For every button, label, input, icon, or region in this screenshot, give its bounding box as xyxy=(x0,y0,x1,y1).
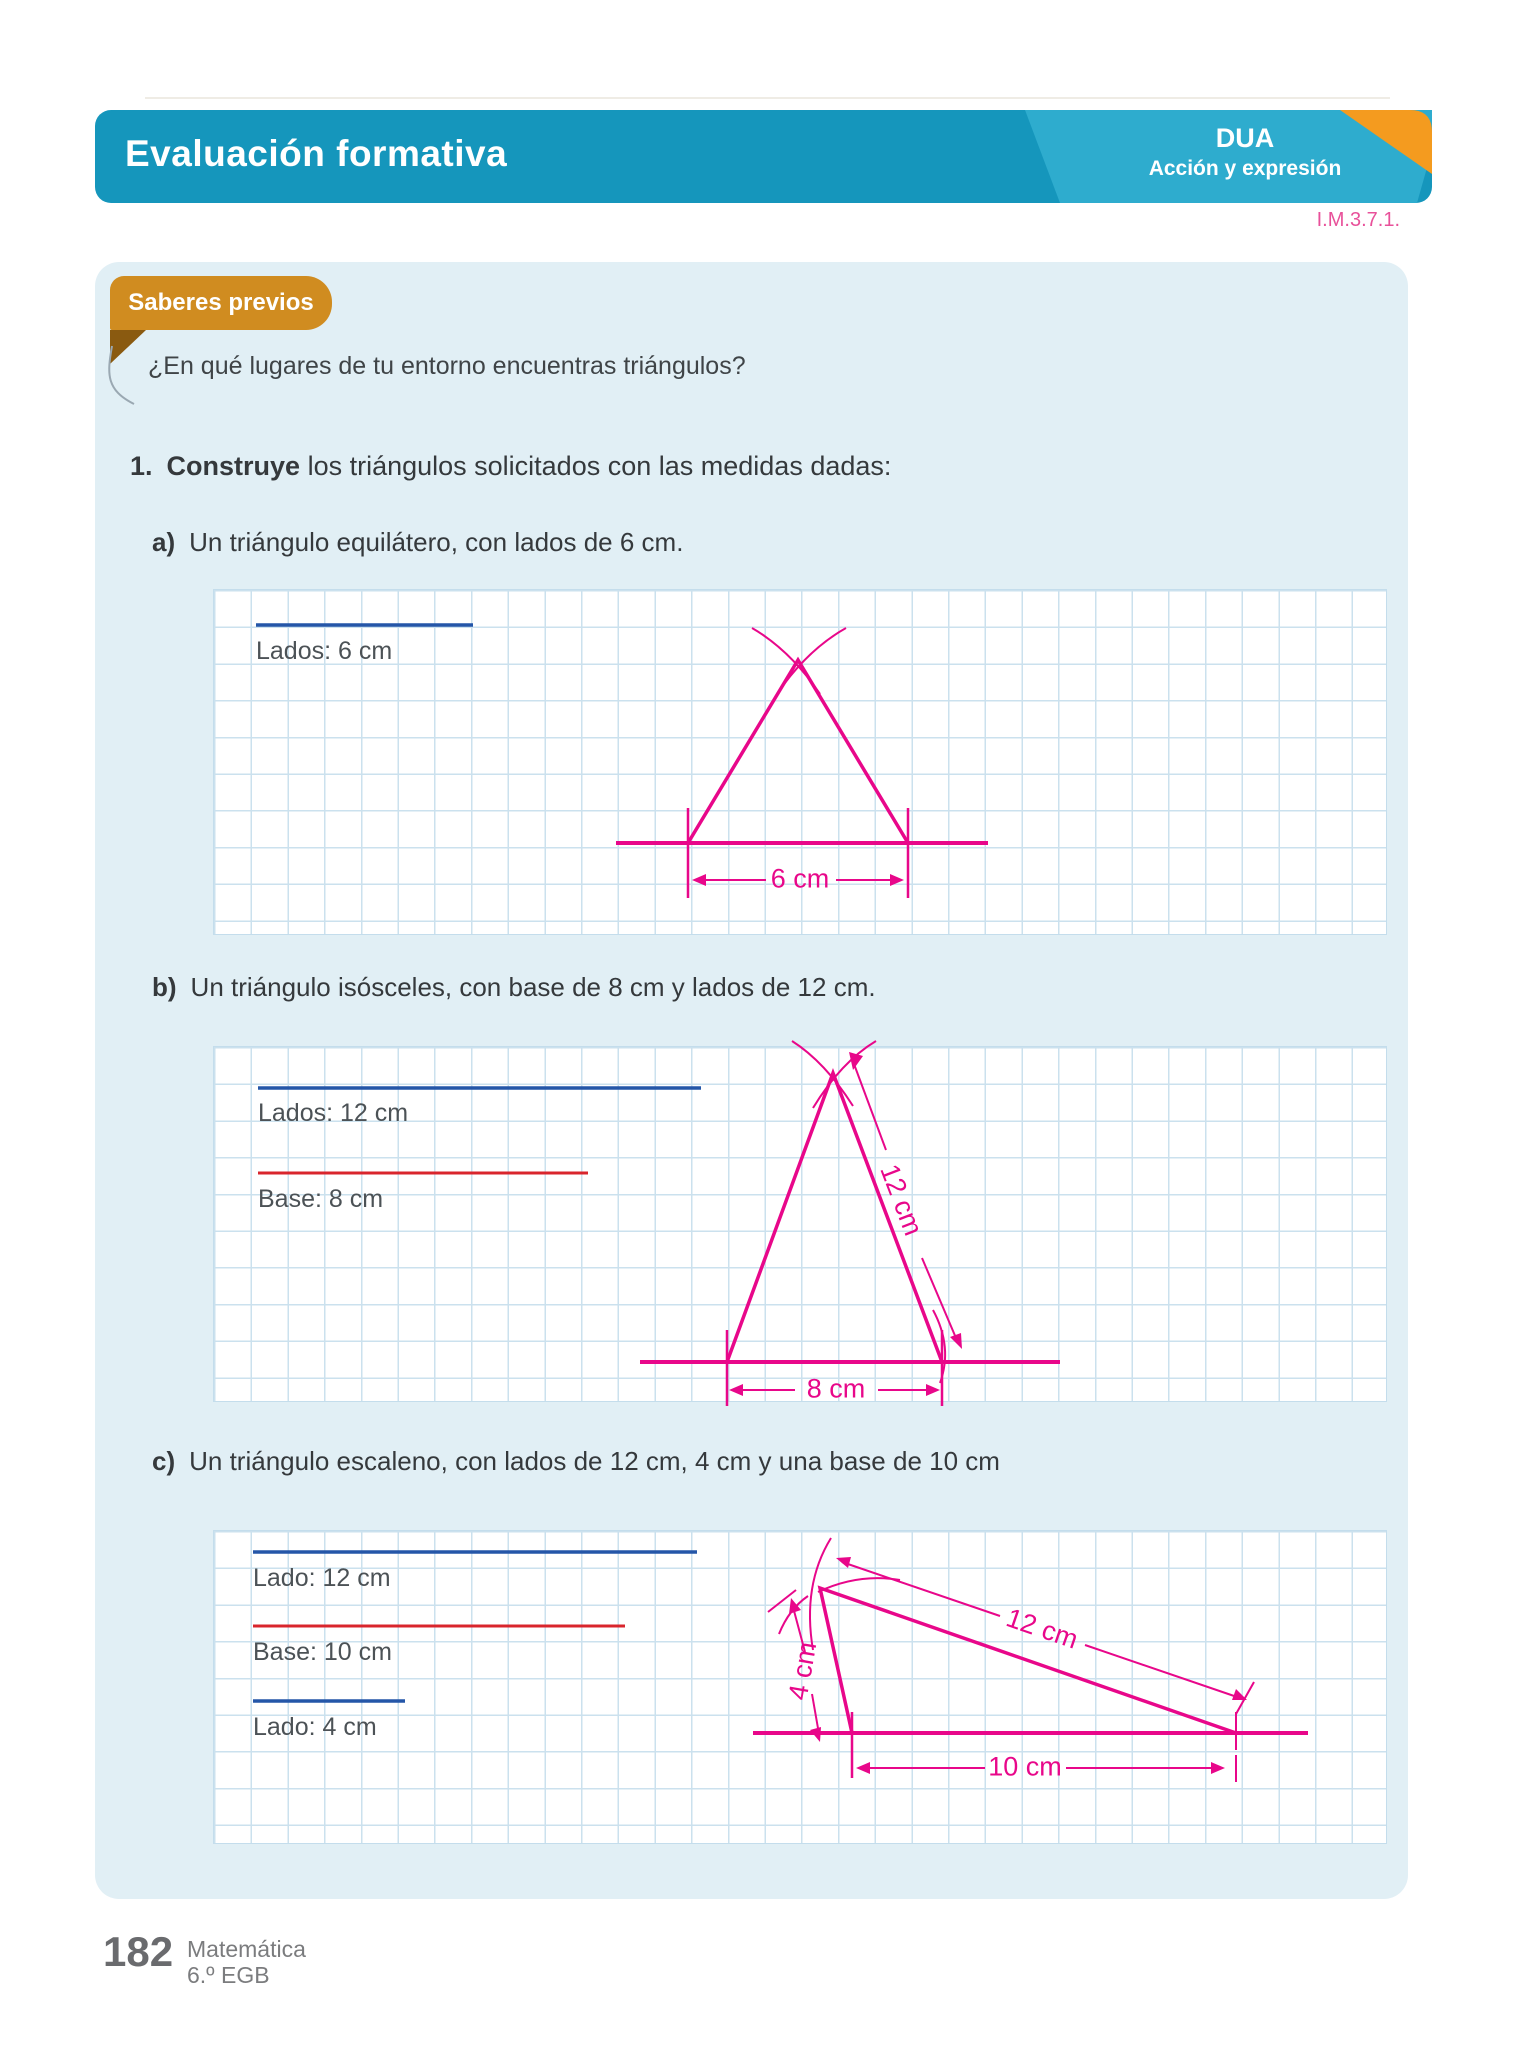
grid-c-side4-dim: 4 cm xyxy=(782,1639,823,1703)
grid-c-base-label: Base: 10 cm xyxy=(253,1638,392,1666)
item-a-letter: a) xyxy=(152,527,176,557)
item-c-letter: c) xyxy=(152,1446,176,1476)
item-b-letter: b) xyxy=(152,972,177,1002)
grid-b-side-dim: 12 cm xyxy=(874,1160,929,1240)
curriculum-code: I.M.3.7.1. xyxy=(1316,209,1400,231)
dua-title: DUA xyxy=(1215,123,1275,153)
grid-a-sample-label: Lados: 6 cm xyxy=(256,637,393,665)
grid-c-side12-dim: 12 cm xyxy=(1002,1602,1082,1655)
saberes-previos-badge: Saberes previos xyxy=(110,276,332,330)
item-c-heading xyxy=(152,1446,1000,1477)
footer-subject: Matemática xyxy=(187,1936,306,1962)
item-a-text: Un triángulo equilátero, con lados de 6 cm. xyxy=(189,527,684,557)
page-number: 182 xyxy=(103,1928,174,1975)
top-hairline xyxy=(145,97,1390,99)
grid-c-base-dim: 10 cm xyxy=(988,1751,1062,1782)
exercise-1-heading xyxy=(130,451,891,482)
exercise-verb: Construye xyxy=(166,451,301,481)
grid-a-base-dim: 6 cm xyxy=(770,863,830,894)
page-title: Evaluación formativa xyxy=(125,133,508,174)
saberes-question: ¿En qué lugares de tu entorno encuentras triángulos? xyxy=(148,352,746,380)
grid-c-side4-label: Lado: 4 cm xyxy=(253,1713,377,1741)
grid-c-side12-label: Lado: 12 cm xyxy=(253,1564,391,1592)
exercise-text: los triángulos solicitados con las medidas dadas: xyxy=(300,451,892,481)
exercise-number: 1. xyxy=(130,451,153,481)
grid-b-base-dim: 8 cm xyxy=(806,1373,866,1404)
item-b-text: Un triángulo isósceles, con base de 8 cm y lados de 12 cm. xyxy=(190,972,876,1002)
footer-grade: 6.º EGB xyxy=(187,1962,270,1988)
dua-label xyxy=(1125,121,1365,183)
item-c-text: Un triángulo escaleno, con lados de 12 cm, 4 cm y una base de 10 cm xyxy=(189,1446,1000,1476)
grid-b-base-label: Base: 8 cm xyxy=(258,1185,384,1213)
item-b-heading xyxy=(152,972,876,1003)
dua-subtitle: Acción y expresión xyxy=(1148,157,1342,180)
item-a-heading xyxy=(152,527,683,558)
grid-b-sides-label: Lados: 12 cm xyxy=(258,1099,409,1127)
